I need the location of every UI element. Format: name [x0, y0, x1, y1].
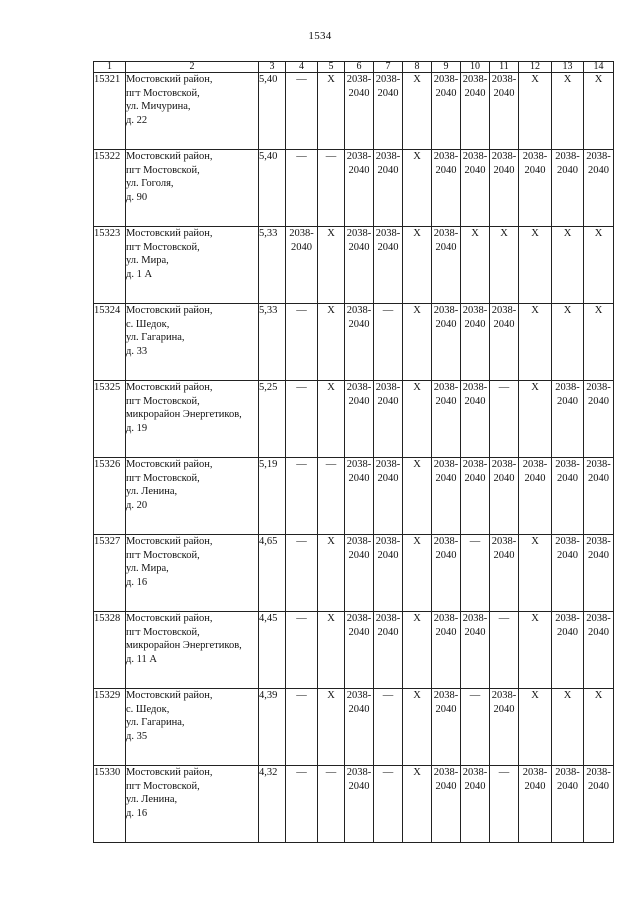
- period-cell-col-6: 2038- 2040: [345, 535, 374, 612]
- rate-value: 5,33: [259, 227, 286, 304]
- address-line: д. 90: [126, 191, 148, 203]
- address-line: Мостовский район,: [126, 151, 213, 162]
- address-line: д. 16: [126, 576, 148, 588]
- address-cell: [126, 381, 259, 458]
- rate-value: 5,40: [259, 73, 286, 150]
- period-cell-col-14: X: [584, 227, 614, 304]
- period-cell-col-7: —: [374, 689, 403, 766]
- address-line: ул. Мира,: [126, 255, 169, 266]
- period-cell-col-8: X: [403, 535, 432, 612]
- record-number: 15322: [94, 150, 126, 227]
- period-cell-col-7: 2038- 2040: [374, 381, 403, 458]
- period-cell-col-8: X: [403, 73, 432, 150]
- period-cell-col-12: X: [519, 689, 552, 766]
- rate-value: 4,45: [259, 612, 286, 689]
- period-cell-col-9: 2038- 2040: [432, 458, 461, 535]
- period-cell-col-7: 2038- 2040: [374, 612, 403, 689]
- record-number: 15329: [94, 689, 126, 766]
- table-row: [94, 73, 614, 150]
- period-cell-col-4: —: [286, 612, 318, 689]
- period-cell-col-5: X: [318, 304, 345, 381]
- table-row: [94, 227, 614, 304]
- address-line: ул. Мира,: [126, 563, 169, 574]
- address-line: с. Шедок,: [126, 703, 170, 715]
- column-header-14: 14: [584, 62, 614, 73]
- table-row: [94, 535, 614, 612]
- period-cell-col-5: X: [318, 535, 345, 612]
- address-line: микрорайон Энергетиков,: [126, 409, 242, 420]
- period-cell-col-9: 2038- 2040: [432, 612, 461, 689]
- period-cell-col-12: 2038- 2040: [519, 150, 552, 227]
- period-cell-col-12: 2038- 2040: [519, 458, 552, 535]
- period-cell-col-5: X: [318, 689, 345, 766]
- period-cell-col-11: 2038- 2040: [490, 689, 519, 766]
- period-cell-col-14: X: [584, 689, 614, 766]
- period-cell-col-11: 2038- 2040: [490, 150, 519, 227]
- period-cell-col-7: 2038- 2040: [374, 150, 403, 227]
- period-cell-col-6: 2038- 2040: [345, 458, 374, 535]
- registry-table: [93, 61, 614, 843]
- period-cell-col-13: 2038- 2040: [552, 458, 584, 535]
- period-cell-col-8: X: [403, 689, 432, 766]
- period-cell-col-5: X: [318, 73, 345, 150]
- period-cell-col-9: 2038- 2040: [432, 689, 461, 766]
- column-header-1: 1: [94, 62, 126, 73]
- period-cell-col-6: 2038- 2040: [345, 304, 374, 381]
- column-header-10: 10: [461, 62, 490, 73]
- period-cell-col-6: 2038- 2040: [345, 73, 374, 150]
- address-cell: [126, 458, 259, 535]
- period-cell-col-10: 2038- 2040: [461, 150, 490, 227]
- period-cell-col-9: 2038- 2040: [432, 766, 461, 843]
- address-cell: [126, 227, 259, 304]
- period-cell-col-12: X: [519, 381, 552, 458]
- period-cell-col-5: X: [318, 381, 345, 458]
- period-cell-col-4: —: [286, 535, 318, 612]
- address-line: Мостовский район,: [126, 305, 213, 316]
- period-cell-col-9: 2038- 2040: [432, 73, 461, 150]
- address-cell: [126, 766, 259, 843]
- period-cell-col-12: X: [519, 227, 552, 304]
- period-cell-col-11: —: [490, 612, 519, 689]
- period-cell-col-11: 2038- 2040: [490, 458, 519, 535]
- address-line: д. 19: [126, 422, 148, 434]
- period-cell-col-13: 2038- 2040: [552, 381, 584, 458]
- table-row: [94, 689, 614, 766]
- address-line: д. 1 А: [126, 268, 153, 280]
- period-cell-col-14: 2038- 2040: [584, 458, 614, 535]
- address-line: ул. Ленина,: [126, 794, 178, 805]
- period-cell-col-8: X: [403, 304, 432, 381]
- address-cell: [126, 535, 259, 612]
- rate-value: 4,65: [259, 535, 286, 612]
- period-cell-col-9: 2038- 2040: [432, 304, 461, 381]
- period-cell-col-11: X: [490, 227, 519, 304]
- period-cell-col-7: 2038- 2040: [374, 73, 403, 150]
- period-cell-col-5: —: [318, 458, 345, 535]
- address-line: пгт Мостовской,: [126, 241, 200, 253]
- period-cell-col-11: 2038- 2040: [490, 304, 519, 381]
- period-cell-col-10: 2038- 2040: [461, 612, 490, 689]
- address-line: Мостовский район,: [126, 767, 213, 778]
- period-cell-col-5: —: [318, 766, 345, 843]
- period-cell-col-4: —: [286, 73, 318, 150]
- record-number: 15321: [94, 73, 126, 150]
- address-cell: [126, 612, 259, 689]
- period-cell-col-13: 2038- 2040: [552, 150, 584, 227]
- period-cell-col-13: 2038- 2040: [552, 612, 584, 689]
- period-cell-col-10: 2038- 2040: [461, 458, 490, 535]
- period-cell-col-12: X: [519, 535, 552, 612]
- period-cell-col-10: 2038- 2040: [461, 766, 490, 843]
- period-cell-col-9: 2038- 2040: [432, 150, 461, 227]
- address-line: д. 22: [126, 114, 148, 126]
- address-line: д. 35: [126, 730, 148, 742]
- table-body: [94, 62, 614, 843]
- record-number: 15324: [94, 304, 126, 381]
- period-cell-col-8: X: [403, 766, 432, 843]
- table-header-row: [94, 62, 614, 73]
- table-row: [94, 150, 614, 227]
- address-line: д. 33: [126, 345, 148, 357]
- address-line: Мостовский район,: [126, 228, 213, 239]
- address-cell: [126, 689, 259, 766]
- column-header-5: 5: [318, 62, 345, 73]
- period-cell-col-7: 2038- 2040: [374, 227, 403, 304]
- period-cell-col-4: —: [286, 766, 318, 843]
- period-cell-col-11: —: [490, 766, 519, 843]
- record-number: 15325: [94, 381, 126, 458]
- period-cell-col-9: 2038- 2040: [432, 535, 461, 612]
- period-cell-col-14: X: [584, 304, 614, 381]
- period-cell-col-9: 2038- 2040: [432, 227, 461, 304]
- address-line: пгт Мостовской,: [126, 164, 200, 176]
- column-header-3: 3: [259, 62, 286, 73]
- period-cell-col-13: X: [552, 689, 584, 766]
- address-line: ул. Мичурина,: [126, 101, 191, 112]
- period-cell-col-12: X: [519, 73, 552, 150]
- period-cell-col-12: 2038- 2040: [519, 766, 552, 843]
- period-cell-col-13: 2038- 2040: [552, 766, 584, 843]
- period-cell-col-14: 2038- 2040: [584, 612, 614, 689]
- period-cell-col-7: 2038- 2040: [374, 458, 403, 535]
- period-cell-col-10: —: [461, 535, 490, 612]
- period-cell-col-14: 2038- 2040: [584, 150, 614, 227]
- address-line: ул. Гагарина,: [126, 717, 185, 728]
- period-cell-col-5: X: [318, 612, 345, 689]
- column-header-12: 12: [519, 62, 552, 73]
- address-line: Мостовский район,: [126, 613, 213, 624]
- period-cell-col-10: 2038- 2040: [461, 381, 490, 458]
- table-row: [94, 381, 614, 458]
- period-cell-col-6: 2038- 2040: [345, 227, 374, 304]
- period-cell-col-11: 2038- 2040: [490, 73, 519, 150]
- period-cell-col-7: —: [374, 766, 403, 843]
- table-row: [94, 304, 614, 381]
- period-cell-col-11: —: [490, 381, 519, 458]
- address-line: с. Шедок,: [126, 318, 170, 330]
- address-cell: [126, 73, 259, 150]
- period-cell-col-10: 2038- 2040: [461, 73, 490, 150]
- record-number: 15330: [94, 766, 126, 843]
- address-line: пгт Мостовской,: [126, 395, 200, 407]
- address-line: микрорайон Энергетиков,: [126, 640, 242, 651]
- column-header-13: 13: [552, 62, 584, 73]
- period-cell-col-14: 2038- 2040: [584, 381, 614, 458]
- table-row: [94, 612, 614, 689]
- period-cell-col-8: X: [403, 381, 432, 458]
- period-cell-col-4: —: [286, 689, 318, 766]
- period-cell-col-4: —: [286, 150, 318, 227]
- address-line: д. 20: [126, 499, 148, 511]
- column-header-9: 9: [432, 62, 461, 73]
- column-header-4: 4: [286, 62, 318, 73]
- address-line: д. 16: [126, 807, 148, 819]
- record-number: 15323: [94, 227, 126, 304]
- period-cell-col-14: 2038- 2040: [584, 535, 614, 612]
- address-line: ул. Гоголя,: [126, 178, 174, 189]
- record-number: 15328: [94, 612, 126, 689]
- period-cell-col-10: —: [461, 689, 490, 766]
- period-cell-col-13: X: [552, 227, 584, 304]
- period-cell-col-8: X: [403, 458, 432, 535]
- period-cell-col-13: X: [552, 304, 584, 381]
- period-cell-col-4: 2038- 2040: [286, 227, 318, 304]
- period-cell-col-8: X: [403, 227, 432, 304]
- period-cell-col-10: X: [461, 227, 490, 304]
- period-cell-col-7: 2038- 2040: [374, 535, 403, 612]
- rate-value: 5,33: [259, 304, 286, 381]
- period-cell-col-9: 2038- 2040: [432, 381, 461, 458]
- period-cell-col-4: —: [286, 304, 318, 381]
- record-number: 15327: [94, 535, 126, 612]
- period-cell-col-14: 2038- 2040: [584, 766, 614, 843]
- period-cell-col-12: X: [519, 612, 552, 689]
- address-line: ул. Гагарина,: [126, 332, 185, 343]
- address-line: Мостовский район,: [126, 536, 213, 547]
- column-header-11: 11: [490, 62, 519, 73]
- period-cell-col-13: 2038- 2040: [552, 535, 584, 612]
- period-cell-col-6: 2038- 2040: [345, 766, 374, 843]
- address-line: пгт Мостовской,: [126, 549, 200, 561]
- address-line: пгт Мостовской,: [126, 87, 200, 99]
- period-cell-col-13: X: [552, 73, 584, 150]
- rate-value: 5,19: [259, 458, 286, 535]
- period-cell-col-4: —: [286, 458, 318, 535]
- period-cell-col-10: 2038- 2040: [461, 304, 490, 381]
- column-header-6: 6: [345, 62, 374, 73]
- address-line: Мостовский район,: [126, 74, 213, 85]
- period-cell-col-8: X: [403, 150, 432, 227]
- address-line: пгт Мостовской,: [126, 626, 200, 638]
- column-header-2: 2: [126, 62, 259, 73]
- address-line: д. 11 А: [126, 653, 157, 665]
- period-cell-col-6: 2038- 2040: [345, 612, 374, 689]
- period-cell-col-14: X: [584, 73, 614, 150]
- period-cell-col-5: X: [318, 227, 345, 304]
- record-number: 15326: [94, 458, 126, 535]
- address-line: пгт Мостовской,: [126, 472, 200, 484]
- address-cell: [126, 304, 259, 381]
- period-cell-col-6: 2038- 2040: [345, 689, 374, 766]
- period-cell-col-4: —: [286, 381, 318, 458]
- period-cell-col-11: 2038- 2040: [490, 535, 519, 612]
- rate-value: 5,25: [259, 381, 286, 458]
- table-row: [94, 766, 614, 843]
- address-line: ул. Ленина,: [126, 486, 178, 497]
- address-line: Мостовский район,: [126, 690, 213, 701]
- column-header-8: 8: [403, 62, 432, 73]
- address-cell: [126, 150, 259, 227]
- period-cell-col-6: 2038- 2040: [345, 381, 374, 458]
- rate-value: 4,32: [259, 766, 286, 843]
- period-cell-col-5: —: [318, 150, 345, 227]
- address-line: Мостовский район,: [126, 459, 213, 470]
- period-cell-col-6: 2038- 2040: [345, 150, 374, 227]
- column-header-7: 7: [374, 62, 403, 73]
- rate-value: 4,39: [259, 689, 286, 766]
- period-cell-col-7: —: [374, 304, 403, 381]
- address-line: пгт Мостовской,: [126, 780, 200, 792]
- rate-value: 5,40: [259, 150, 286, 227]
- address-line: Мостовский район,: [126, 382, 213, 393]
- page-number: 1534: [308, 30, 332, 42]
- period-cell-col-12: X: [519, 304, 552, 381]
- period-cell-col-8: X: [403, 612, 432, 689]
- table-row: [94, 458, 614, 535]
